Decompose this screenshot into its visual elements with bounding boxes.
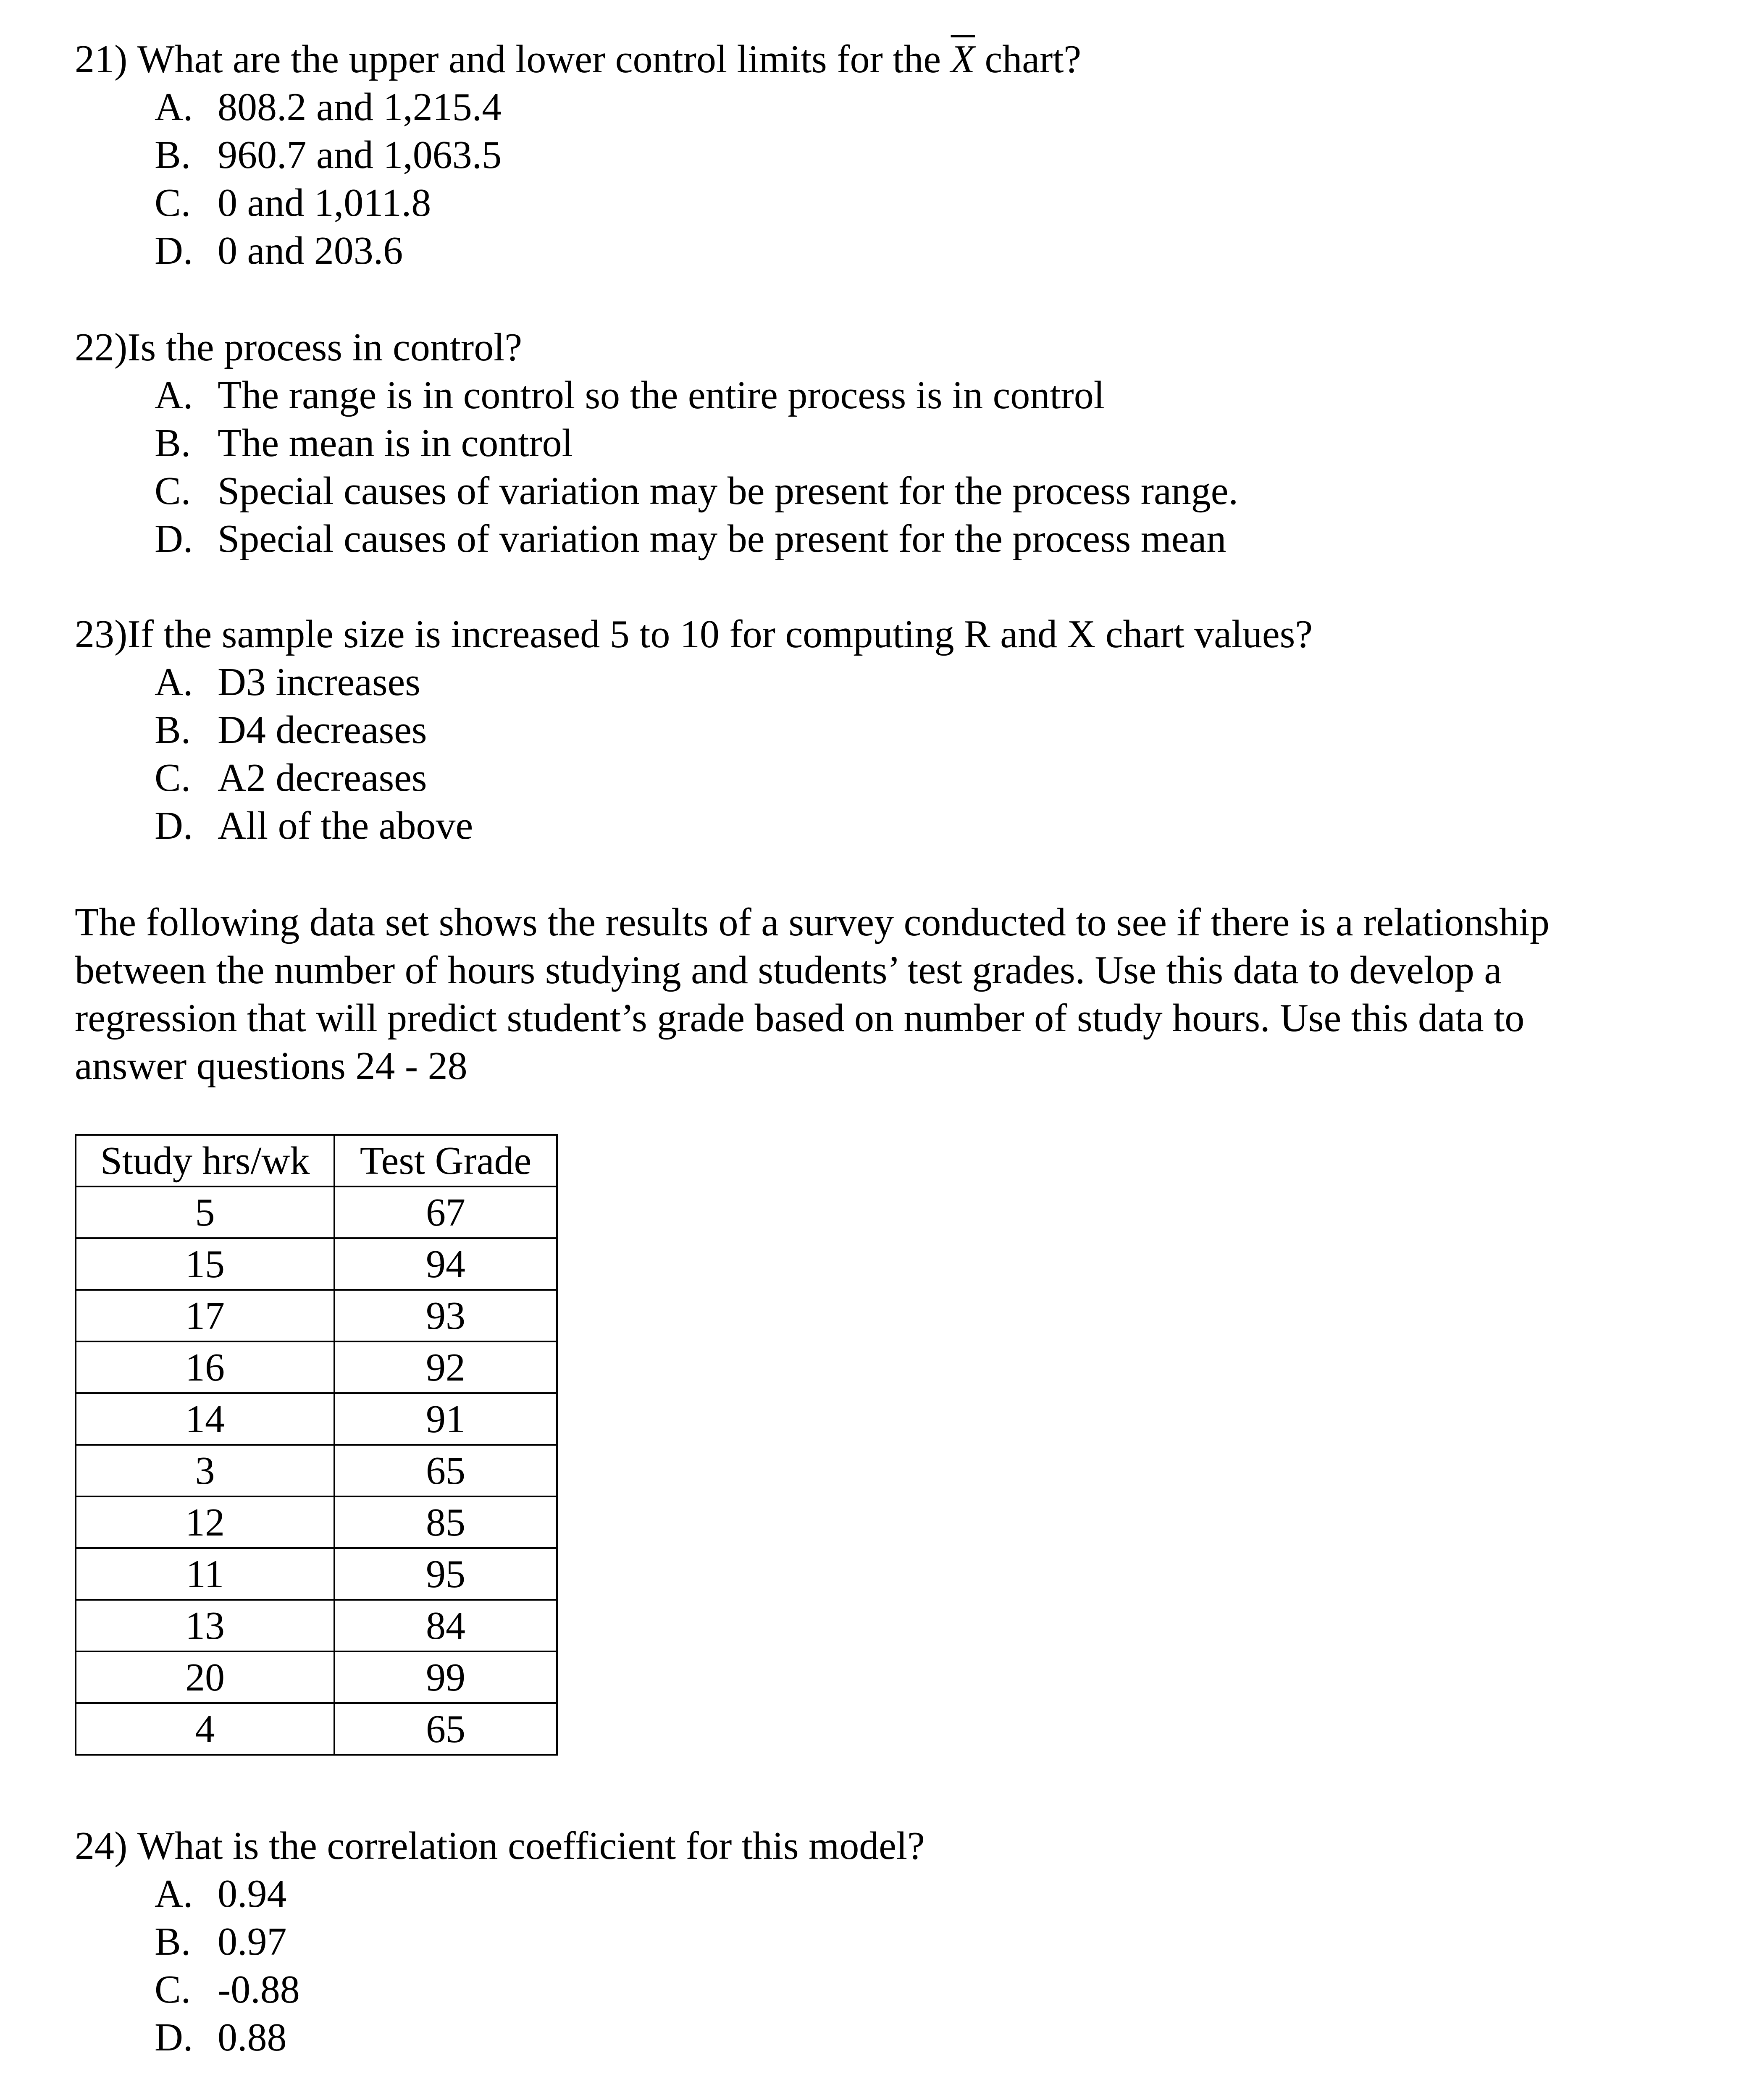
table-row [76,1651,557,1703]
option-text: 960.7 and 1,063.5 [218,133,502,177]
table-row [76,1341,557,1393]
cell-study-hours: 20 [76,1651,334,1703]
cell-study-hours: 11 [76,1548,334,1600]
table-row [76,1238,557,1290]
question-24 [75,1822,925,2061]
cell-test-grade: 95 [334,1548,557,1600]
option-c [75,467,1238,515]
intro-paragraph: The following data set shows the results of a survey conducted to see if there is a relationship between the number of hours studying and students’ test grades. Use this data to develop a regression that will predict student’s grade based on number of study hours. Use this data to answer questions 24 - 28 [75,900,1550,1088]
option-letter: B. [155,133,191,177]
option-letter: C. [155,181,191,225]
option-text: 0 and 1,011.8 [218,181,431,225]
option-text: 0.94 [218,1872,287,1916]
option-text: All of the above [218,804,473,848]
cell-study-hours: 14 [76,1393,334,1445]
option-c [75,754,1313,802]
question-text: chart? [975,37,1082,81]
cell-test-grade: 92 [334,1341,557,1393]
table-row [76,1548,557,1600]
answer-options [75,658,1313,850]
cell-test-grade: 91 [334,1393,557,1445]
option-letter: B. [155,1920,191,1964]
option-letter: C. [155,469,191,513]
option-b [75,131,1081,179]
option-letter: B. [155,421,191,465]
option-a [75,1870,925,1918]
table-row [76,1393,557,1445]
cell-test-grade: 85 [334,1496,557,1548]
option-text: 0.97 [218,1920,287,1964]
question-22-prompt [75,323,1238,371]
cell-test-grade: 65 [334,1445,557,1496]
cell-study-hours: 15 [76,1238,334,1290]
table-row [76,1600,557,1651]
question-text: Is the process in control? [127,326,523,369]
cell-test-grade: 99 [334,1651,557,1703]
option-text: The mean is in control [218,421,573,465]
question-number: 23) [75,612,128,656]
option-letter: D. [155,804,193,848]
table-row [76,1186,557,1238]
option-letter: B. [155,708,191,752]
data-set-intro [75,898,1696,1090]
question-text: What is the correlation coefficient for this model? [137,1824,925,1868]
cell-study-hours: 13 [76,1600,334,1651]
option-letter: D. [155,229,193,273]
column-header-test-grade: Test Grade [334,1135,557,1186]
option-letter: A. [155,1872,193,1916]
option-text: D3 increases [218,660,420,704]
table-header-row [76,1135,557,1186]
option-text: 0 and 203.6 [218,229,403,273]
table-row [76,1290,557,1341]
table-row [76,1703,557,1755]
question-21 [75,35,1081,275]
cell-test-grade: 65 [334,1703,557,1755]
option-letter: A. [155,660,193,704]
option-text: Special causes of variation may be present for the process mean [218,517,1226,561]
answer-options [75,1870,925,2061]
question-text: If the sample size is increased 5 to 10 for computing R and X chart values? [127,612,1313,656]
option-c [75,179,1081,227]
option-b [75,1918,925,1966]
cell-test-grade: 67 [334,1186,557,1238]
question-24-prompt [75,1822,925,1870]
cell-test-grade: 93 [334,1290,557,1341]
question-21-prompt [75,35,1081,83]
option-d [75,515,1238,563]
option-d [75,802,1313,850]
cell-study-hours: 5 [76,1186,334,1238]
option-b [75,419,1238,467]
option-a [75,371,1238,419]
option-text: The range is in control so the entire process is in control [218,373,1105,417]
cell-test-grade: 94 [334,1238,557,1290]
option-a [75,83,1081,131]
option-letter: C. [155,756,191,800]
cell-study-hours: 12 [76,1496,334,1548]
option-text: 808.2 and 1,215.4 [218,85,502,129]
cell-study-hours: 17 [76,1290,334,1341]
option-text: -0.88 [218,1968,300,2011]
question-22 [75,323,1238,563]
question-23-prompt [75,610,1313,658]
question-23 [75,610,1313,850]
column-header-study-hours: Study hrs/wk [76,1135,334,1186]
option-d [75,2013,925,2061]
question-number: 22) [75,326,128,369]
option-letter: A. [155,85,193,129]
question-number: 21) [75,37,128,81]
option-c [75,1966,925,2013]
table-row [76,1496,557,1548]
answer-options [75,371,1238,563]
table-row [76,1445,557,1496]
question-number: 24) [75,1824,128,1868]
cell-study-hours: 4 [76,1703,334,1755]
study-hours-grade-table [75,1134,558,1756]
option-letter: D. [155,2016,193,2059]
cell-study-hours: 3 [76,1445,334,1496]
question-text: What are the upper and lower control limits for the [137,37,951,81]
option-text: Special causes of variation may be present for the process range. [218,469,1239,513]
option-text: 0.88 [218,2016,287,2059]
option-a [75,658,1313,706]
option-letter: A. [155,373,193,417]
option-d [75,227,1081,275]
cell-study-hours: 16 [76,1341,334,1393]
x-bar-symbol: $\overline{X}$ [951,37,975,81]
cell-test-grade: 84 [334,1600,557,1651]
option-text: A2 decreases [218,756,427,800]
option-b [75,706,1313,754]
answer-options [75,83,1081,275]
option-text: D4 decreases [218,708,427,752]
option-letter: D. [155,517,193,561]
option-letter: C. [155,1968,191,2011]
